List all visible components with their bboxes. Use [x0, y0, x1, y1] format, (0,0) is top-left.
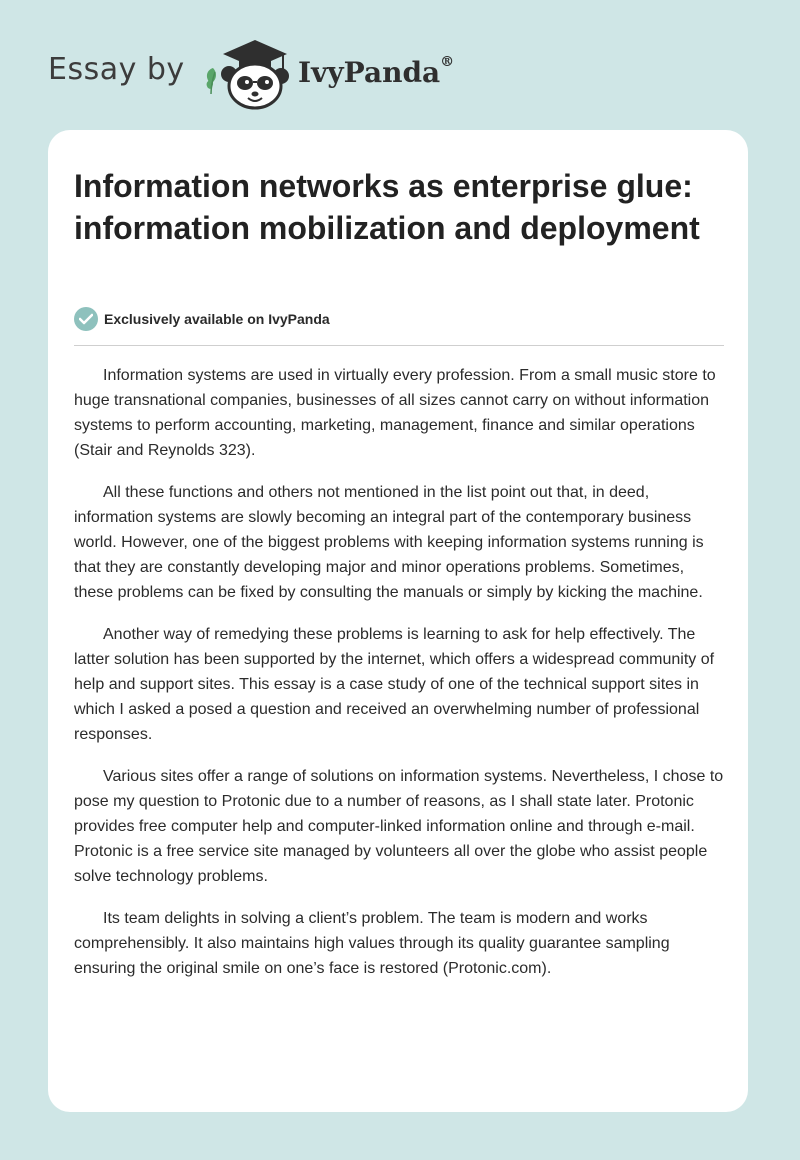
brand-name[interactable]: [298, 56, 454, 89]
article-body: [74, 363, 726, 998]
check-circle-icon: [74, 307, 98, 331]
paragraph: Various sites offer a range of solutions on information systems. Nevertheless, I chose to pose my question to Protonic due to a number of reasons, as I shall state later. Protonic provides free computer help and computer-linked information online and through e-mail. Protonic is a free service site managed by volunteers all over the globe who assist people solve technology problems.: [74, 768, 724, 885]
paragraph: Its team delights in solving a client’s problem. The team is modern and works comprehensibly. It also maintains high values through its quality guarantee sampling ensuring the original smile on one’s face is restored (Protonic.com).: [74, 910, 670, 977]
paragraph: All these functions and others not mentioned in the list point out that, in deed, information systems are slowly becoming an integral part of the contemporary business world. However, one of the biggest problems with keeping information systems running is that they are constantly developing major and minor operations problems. Sometimes, these problems can be fixed by consulting the manuals or simply by kicking the machine.: [74, 484, 704, 601]
paragraph: Another way of remedying these problems is learning to ask for help effectively. The latter solution has been supported by the internet, which offers a widespread community of help and support sites. This essay is a case study of one of the technical support sites in which I asked a posed a question and received an overwhelming number of professional responses.: [74, 626, 715, 743]
exclusive-badge: [74, 306, 330, 332]
essay-by-label: Essay by: [48, 52, 185, 87]
divider: [74, 345, 724, 346]
article-title: Information networks as enterprise glue: information mobilization and deployment: [74, 168, 700, 246]
panda-graduate-icon[interactable]: [203, 36, 293, 112]
registered-mark: ®: [440, 54, 455, 70]
article-card: [48, 130, 748, 1112]
site-header: [48, 30, 548, 110]
exclusive-badge-label: Exclusively available on IvyPanda: [104, 311, 330, 327]
paragraph: Information systems are used in virtually every profession. From a small music store to huge transnational companies, businesses of all sizes cannot carry on without information systems to perform accounting, marketing, management, finance and similar operations (Stair and Reynolds 323).: [74, 367, 716, 459]
brand-name-text: IvyPanda: [298, 56, 441, 89]
